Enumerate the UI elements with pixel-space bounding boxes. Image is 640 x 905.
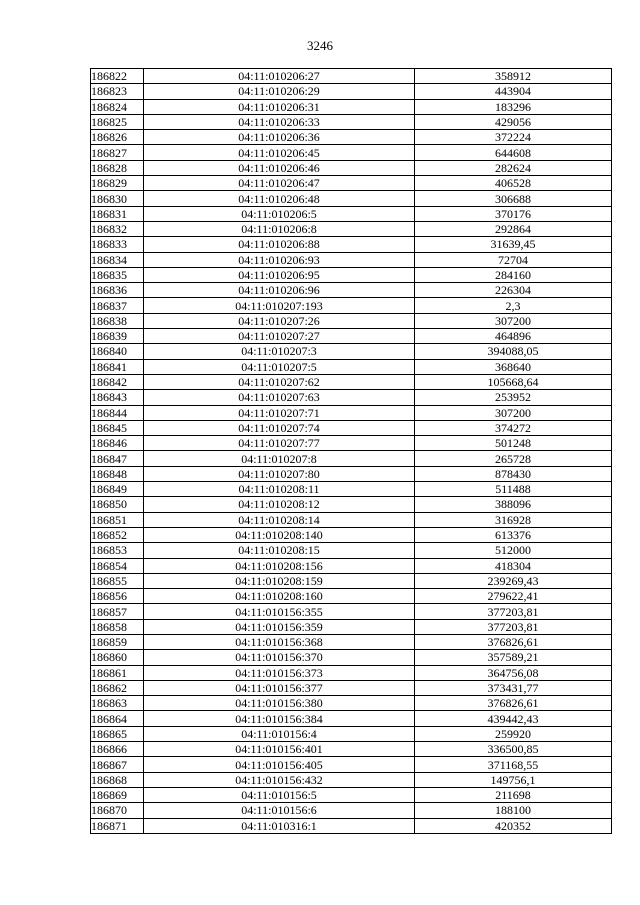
table-row — [91, 344, 612, 359]
table-row — [91, 313, 612, 328]
cadastral-number-cell: 04:11:010206:36 — [144, 130, 415, 145]
table-row — [91, 543, 612, 558]
cadastral-number-cell: 04:11:010206:88 — [144, 237, 415, 252]
value-cell: 105668,64 — [415, 374, 612, 389]
table-row — [91, 390, 612, 405]
table-row — [91, 742, 612, 757]
table-row — [91, 374, 612, 389]
row-number-cell: 186847 — [91, 451, 144, 466]
row-number-cell: 186840 — [91, 344, 144, 359]
row-number-cell: 186862 — [91, 680, 144, 695]
row-number-cell: 186828 — [91, 160, 144, 175]
value-cell: 284160 — [415, 267, 612, 282]
cadastral-number-cell: 04:11:010207:5 — [144, 359, 415, 374]
cadastral-number-cell: 04:11:010208:160 — [144, 589, 415, 604]
value-cell: 418304 — [415, 558, 612, 573]
value-cell: 279622,41 — [415, 589, 612, 604]
table-row — [91, 772, 612, 787]
row-number-cell: 186866 — [91, 742, 144, 757]
row-number-cell: 186827 — [91, 145, 144, 160]
table-row — [91, 298, 612, 313]
table-row — [91, 604, 612, 619]
table-row — [91, 573, 612, 588]
value-cell: 377203,81 — [415, 619, 612, 634]
table-row — [91, 726, 612, 741]
value-cell: 374272 — [415, 420, 612, 435]
cadastral-number-cell: 04:11:010156:359 — [144, 619, 415, 634]
table-row — [91, 252, 612, 267]
cadastral-number-cell: 04:11:010206:33 — [144, 114, 415, 129]
cadastral-number-cell: 04:11:010208:11 — [144, 482, 415, 497]
value-cell: 613376 — [415, 527, 612, 542]
table-row — [91, 634, 612, 649]
cadastral-number-cell: 04:11:010207:77 — [144, 436, 415, 451]
table-row — [91, 818, 612, 833]
cadastral-number-cell: 04:11:010208:159 — [144, 573, 415, 588]
value-cell: 377203,81 — [415, 604, 612, 619]
table-row — [91, 497, 612, 512]
cadastral-number-cell: 04:11:010316:1 — [144, 818, 415, 833]
row-number-cell: 186864 — [91, 711, 144, 726]
value-cell: 2,3 — [415, 298, 612, 313]
value-cell: 878430 — [415, 466, 612, 481]
row-number-cell: 186870 — [91, 803, 144, 818]
cadastral-number-cell: 04:11:010206:95 — [144, 267, 415, 282]
cadastral-number-cell: 04:11:010206:27 — [144, 69, 415, 84]
value-cell: 376826,61 — [415, 634, 612, 649]
value-cell: 259920 — [415, 726, 612, 741]
cadastral-number-cell: 04:11:010156:370 — [144, 650, 415, 665]
table-row — [91, 237, 612, 252]
value-cell: 372224 — [415, 130, 612, 145]
row-number-cell: 186856 — [91, 589, 144, 604]
cadastral-number-cell: 04:11:010207:80 — [144, 466, 415, 481]
table-row — [91, 329, 612, 344]
cadastral-value-table — [90, 68, 612, 834]
row-number-cell: 186863 — [91, 696, 144, 711]
value-cell: 239269,43 — [415, 573, 612, 588]
row-number-cell: 186855 — [91, 573, 144, 588]
table-row — [91, 451, 612, 466]
cadastral-number-cell: 04:11:010207:26 — [144, 313, 415, 328]
row-number-cell: 186846 — [91, 436, 144, 451]
row-number-cell: 186851 — [91, 512, 144, 527]
cadastral-number-cell: 04:11:010207:193 — [144, 298, 415, 313]
value-cell: 211698 — [415, 787, 612, 802]
table-row — [91, 69, 612, 84]
value-cell: 429056 — [415, 114, 612, 129]
value-cell: 31639,45 — [415, 237, 612, 252]
cadastral-number-cell: 04:11:010206:47 — [144, 176, 415, 191]
table-row — [91, 803, 612, 818]
cadastral-number-cell: 04:11:010156:368 — [144, 634, 415, 649]
cadastral-number-cell: 04:11:010156:405 — [144, 757, 415, 772]
row-number-cell: 186824 — [91, 99, 144, 114]
row-number-cell: 186831 — [91, 206, 144, 221]
row-number-cell: 186845 — [91, 420, 144, 435]
table-row — [91, 466, 612, 481]
table-row — [91, 696, 612, 711]
table-row — [91, 787, 612, 802]
row-number-cell: 186854 — [91, 558, 144, 573]
cadastral-number-cell: 04:11:010156:432 — [144, 772, 415, 787]
table-row — [91, 130, 612, 145]
table-row — [91, 206, 612, 221]
value-cell: 373431,77 — [415, 680, 612, 695]
value-cell: 370176 — [415, 206, 612, 221]
cadastral-number-cell: 04:11:010208:12 — [144, 497, 415, 512]
value-cell: 501248 — [415, 436, 612, 451]
table-row — [91, 650, 612, 665]
row-number-cell: 186838 — [91, 313, 144, 328]
row-number-cell: 186867 — [91, 757, 144, 772]
value-cell: 364756,08 — [415, 665, 612, 680]
row-number-cell: 186834 — [91, 252, 144, 267]
cadastral-number-cell: 04:11:010156:377 — [144, 680, 415, 695]
cadastral-number-cell: 04:11:010208:15 — [144, 543, 415, 558]
row-number-cell: 186830 — [91, 191, 144, 206]
cadastral-number-cell: 04:11:010206:8 — [144, 221, 415, 236]
cadastral-number-cell: 04:11:010156:6 — [144, 803, 415, 818]
row-number-cell: 186871 — [91, 818, 144, 833]
value-cell: 357589,21 — [415, 650, 612, 665]
row-number-cell: 186844 — [91, 405, 144, 420]
table-row — [91, 512, 612, 527]
row-number-cell: 186835 — [91, 267, 144, 282]
cadastral-number-cell: 04:11:010208:14 — [144, 512, 415, 527]
row-number-cell: 186823 — [91, 84, 144, 99]
cadastral-number-cell: 04:11:010206:31 — [144, 99, 415, 114]
cadastral-number-cell: 04:11:010156:380 — [144, 696, 415, 711]
table-body — [91, 69, 612, 834]
cadastral-number-cell: 04:11:010206:93 — [144, 252, 415, 267]
table-row — [91, 482, 612, 497]
cadastral-number-cell: 04:11:010156:355 — [144, 604, 415, 619]
row-number-cell: 186849 — [91, 482, 144, 497]
cadastral-number-cell: 04:11:010207:8 — [144, 451, 415, 466]
row-number-cell: 186848 — [91, 466, 144, 481]
value-cell: 511488 — [415, 482, 612, 497]
value-cell: 394088,05 — [415, 344, 612, 359]
row-number-cell: 186839 — [91, 329, 144, 344]
value-cell: 253952 — [415, 390, 612, 405]
value-cell: 307200 — [415, 313, 612, 328]
row-number-cell: 186857 — [91, 604, 144, 619]
value-cell: 149756,1 — [415, 772, 612, 787]
cadastral-number-cell: 04:11:010207:74 — [144, 420, 415, 435]
table-row — [91, 160, 612, 175]
value-cell: 371168,55 — [415, 757, 612, 772]
table-row — [91, 99, 612, 114]
value-cell: 316928 — [415, 512, 612, 527]
value-cell: 307200 — [415, 405, 612, 420]
cadastral-number-cell: 04:11:010206:5 — [144, 206, 415, 221]
cadastral-number-cell: 04:11:010207:63 — [144, 390, 415, 405]
table-row — [91, 680, 612, 695]
value-cell: 226304 — [415, 283, 612, 298]
table-row — [91, 527, 612, 542]
table-row — [91, 267, 612, 282]
value-cell: 439442,43 — [415, 711, 612, 726]
page-number: 3246 — [307, 38, 333, 53]
value-cell: 376826,61 — [415, 696, 612, 711]
value-cell: 306688 — [415, 191, 612, 206]
cadastral-number-cell: 04:11:010156:373 — [144, 665, 415, 680]
row-number-cell: 186841 — [91, 359, 144, 374]
value-cell: 292864 — [415, 221, 612, 236]
row-number-cell: 186836 — [91, 283, 144, 298]
row-number-cell: 186842 — [91, 374, 144, 389]
table-row — [91, 420, 612, 435]
row-number-cell: 186858 — [91, 619, 144, 634]
row-number-cell: 186829 — [91, 176, 144, 191]
row-number-cell: 186833 — [91, 237, 144, 252]
cadastral-number-cell: 04:11:010206:96 — [144, 283, 415, 298]
table-row — [91, 589, 612, 604]
value-cell: 420352 — [415, 818, 612, 833]
value-cell: 183296 — [415, 99, 612, 114]
table-row — [91, 711, 612, 726]
cadastral-number-cell: 04:11:010156:4 — [144, 726, 415, 741]
value-cell: 406528 — [415, 176, 612, 191]
table-row — [91, 405, 612, 420]
row-number-cell: 186826 — [91, 130, 144, 145]
cadastral-number-cell: 04:11:010207:27 — [144, 329, 415, 344]
cadastral-number-cell: 04:11:010207:71 — [144, 405, 415, 420]
cadastral-number-cell: 04:11:010208:156 — [144, 558, 415, 573]
table-row — [91, 558, 612, 573]
value-cell: 388096 — [415, 497, 612, 512]
cadastral-number-cell: 04:11:010206:45 — [144, 145, 415, 160]
value-cell: 72704 — [415, 252, 612, 267]
table-row — [91, 114, 612, 129]
table-row — [91, 619, 612, 634]
table-row — [91, 757, 612, 772]
table-row — [91, 283, 612, 298]
row-number-cell: 186825 — [91, 114, 144, 129]
value-cell: 368640 — [415, 359, 612, 374]
row-number-cell: 186861 — [91, 665, 144, 680]
table-row — [91, 176, 612, 191]
value-cell: 358912 — [415, 69, 612, 84]
value-cell: 336500,85 — [415, 742, 612, 757]
cadastral-number-cell: 04:11:010207:3 — [144, 344, 415, 359]
row-number-cell: 186850 — [91, 497, 144, 512]
row-number-cell: 186843 — [91, 390, 144, 405]
value-cell: 282624 — [415, 160, 612, 175]
value-cell: 265728 — [415, 451, 612, 466]
table-row — [91, 359, 612, 374]
row-number-cell: 186865 — [91, 726, 144, 741]
cadastral-number-cell: 04:11:010156:5 — [144, 787, 415, 802]
row-number-cell: 186868 — [91, 772, 144, 787]
row-number-cell: 186822 — [91, 69, 144, 84]
row-number-cell: 186852 — [91, 527, 144, 542]
cadastral-number-cell: 04:11:010206:48 — [144, 191, 415, 206]
value-cell: 644608 — [415, 145, 612, 160]
value-cell: 443904 — [415, 84, 612, 99]
row-number-cell: 186860 — [91, 650, 144, 665]
cadastral-number-cell: 04:11:010156:384 — [144, 711, 415, 726]
cadastral-number-cell: 04:11:010156:401 — [144, 742, 415, 757]
table-row — [91, 665, 612, 680]
row-number-cell: 186853 — [91, 543, 144, 558]
table-row — [91, 436, 612, 451]
cadastral-number-cell: 04:11:010207:62 — [144, 374, 415, 389]
table-row — [91, 84, 612, 99]
row-number-cell: 186832 — [91, 221, 144, 236]
value-cell: 512000 — [415, 543, 612, 558]
value-cell: 464896 — [415, 329, 612, 344]
cadastral-number-cell: 04:11:010208:140 — [144, 527, 415, 542]
table-row — [91, 221, 612, 236]
cadastral-number-cell: 04:11:010206:29 — [144, 84, 415, 99]
row-number-cell: 186869 — [91, 787, 144, 802]
value-cell: 188100 — [415, 803, 612, 818]
table-row — [91, 191, 612, 206]
table-row — [91, 145, 612, 160]
row-number-cell: 186837 — [91, 298, 144, 313]
cadastral-number-cell: 04:11:010206:46 — [144, 160, 415, 175]
row-number-cell: 186859 — [91, 634, 144, 649]
